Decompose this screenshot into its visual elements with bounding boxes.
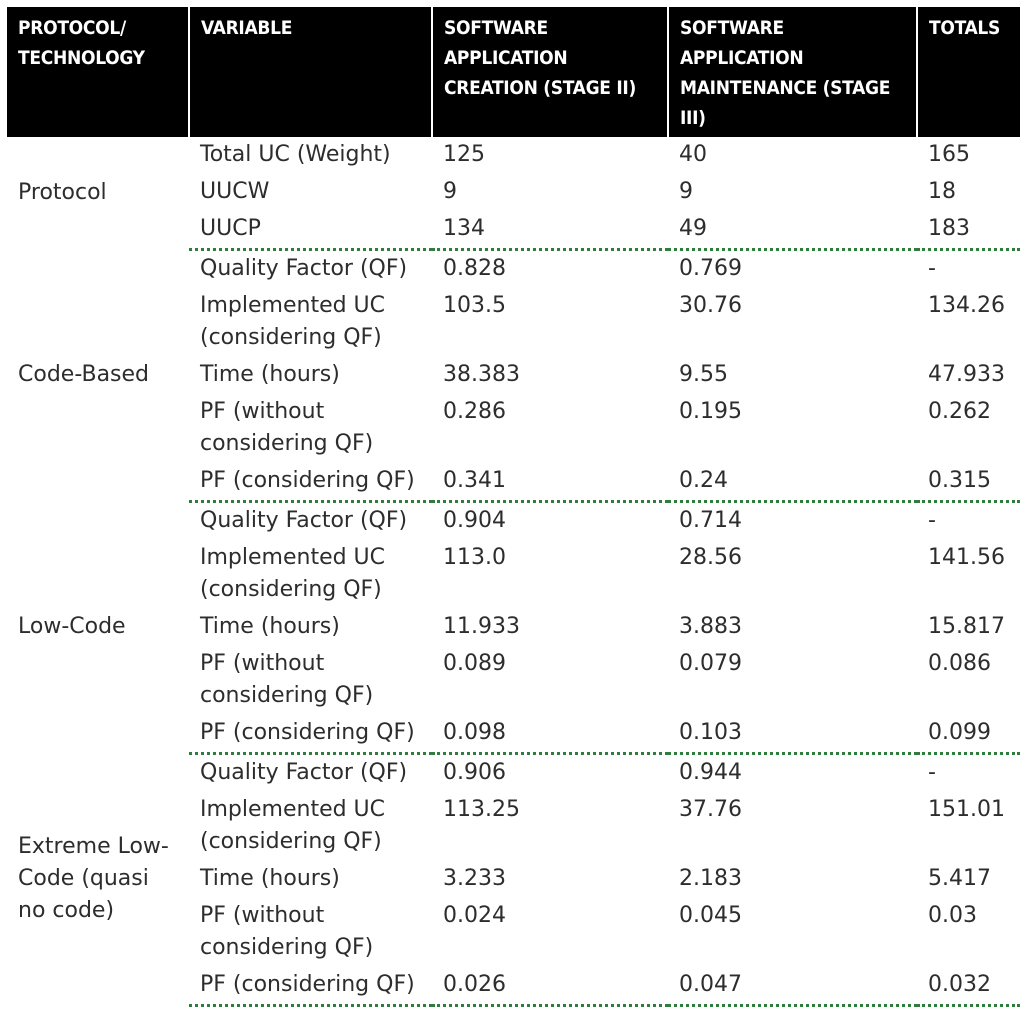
variable-cell: Quality Factor (QF)	[200, 760, 408, 785]
stage-iii-cell: 0.047	[668, 967, 917, 1006]
totals-cell: 183	[917, 211, 1020, 250]
totals-cell: 134.26	[928, 293, 1005, 318]
stage-ii-cell: 0.341	[432, 463, 668, 502]
stage-ii-cell: 9	[443, 179, 457, 204]
variable-cell: PF (without considering QF)	[200, 903, 374, 960]
table-row	[7, 137, 1020, 174]
stage-iii-cell: 0.714	[679, 508, 742, 533]
stage-iii-cell: 9	[679, 179, 693, 204]
stage-iii-cell: 0.045	[679, 903, 742, 928]
stage-ii-cell: 11.933	[443, 614, 520, 639]
variable-cell: Time (hours)	[200, 614, 340, 639]
variable-cell: Implemented UC (considering QF)	[200, 797, 386, 854]
totals-cell: 0.03	[928, 903, 977, 928]
table-row	[7, 502, 1020, 541]
table-header	[7, 7, 1020, 137]
group-label-cell: Extreme Low-Code (quasi no code)	[18, 834, 169, 923]
totals-cell: 18	[928, 179, 956, 204]
variable-cell: UUCP	[189, 211, 432, 250]
totals-cell: 0.099	[917, 715, 1020, 754]
stage-ii-cell: 125	[443, 142, 485, 167]
stage-iii-cell: 0.079	[679, 651, 742, 676]
header-stage-ii: SOFTWARE APPLICATION CREATION (STAGE II)	[432, 7, 668, 137]
results-table	[7, 7, 1020, 1007]
variable-cell: PF (without considering QF)	[200, 399, 374, 456]
stage-iii-cell: 30.76	[679, 293, 742, 318]
stage-iii-cell: 0.769	[679, 256, 742, 281]
group-label-cell: Low-Code	[18, 614, 126, 639]
totals-cell: 0.032	[917, 967, 1020, 1006]
variable-cell: Quality Factor (QF)	[200, 508, 408, 533]
stage-iii-cell: 2.183	[679, 866, 742, 891]
totals-cell: -	[928, 508, 936, 533]
variable-cell: Quality Factor (QF)	[200, 256, 408, 281]
header-row	[7, 7, 1020, 137]
stage-iii-cell: 3.883	[679, 614, 742, 639]
variable-cell: PF (considering QF)	[189, 715, 432, 754]
totals-cell: 141.56	[928, 545, 1005, 570]
totals-cell: 47.933	[928, 362, 1005, 387]
header-protocol-technology: PROTOCOL/ TECHNOLOGY	[7, 7, 189, 137]
table-row	[7, 250, 1020, 289]
stage-ii-cell: 3.233	[443, 866, 506, 891]
variable-cell: PF (considering QF)	[189, 463, 432, 502]
totals-cell: 151.01	[928, 797, 1005, 822]
stage-ii-cell: 0.098	[432, 715, 668, 754]
stage-ii-cell: 0.024	[443, 903, 506, 928]
totals-cell: 0.262	[928, 399, 991, 424]
totals-cell: 15.817	[928, 614, 1005, 639]
totals-cell: 0.086	[928, 651, 991, 676]
stage-ii-cell: 103.5	[443, 293, 506, 318]
totals-cell: 0.315	[917, 463, 1020, 502]
variable-cell: Implemented UC (considering QF)	[200, 293, 386, 350]
stage-iii-cell: 40	[679, 142, 707, 167]
variable-cell: PF (considering QF)	[189, 967, 432, 1006]
table-body	[7, 137, 1020, 1006]
variable-cell: Time (hours)	[200, 866, 340, 891]
table-row	[7, 754, 1020, 793]
stage-iii-cell: 0.103	[668, 715, 917, 754]
totals-cell: 5.417	[928, 866, 991, 891]
stage-iii-cell: 0.195	[679, 399, 742, 424]
stage-iii-cell: 37.76	[679, 797, 742, 822]
totals-cell: -	[928, 256, 936, 281]
group-label-cell: Code-Based	[18, 362, 150, 387]
stage-ii-cell: 0.904	[443, 508, 506, 533]
stage-ii-cell: 0.906	[443, 760, 506, 785]
stage-iii-cell: 49	[668, 211, 917, 250]
stage-ii-cell: 0.286	[443, 399, 506, 424]
variable-cell: UUCW	[200, 179, 270, 204]
stage-ii-cell: 0.828	[443, 256, 506, 281]
stage-ii-cell: 0.026	[432, 967, 668, 1006]
stage-ii-cell: 113.25	[443, 797, 520, 822]
stage-ii-cell: 134	[432, 211, 668, 250]
variable-cell: Total UC (Weight)	[200, 142, 391, 167]
group-label-cell: Protocol	[18, 179, 107, 205]
totals-cell: 165	[928, 142, 970, 167]
totals-cell: -	[928, 760, 936, 785]
variable-cell: Time (hours)	[200, 362, 340, 387]
header-stage-iii: SOFTWARE APPLICATION MAINTENANCE (STAGE III)	[668, 7, 917, 137]
header-totals: TOTALS	[917, 7, 1020, 137]
stage-ii-cell: 0.089	[443, 651, 506, 676]
stage-ii-cell: 113.0	[443, 545, 506, 570]
stage-iii-cell: 28.56	[679, 545, 742, 570]
stage-iii-cell: 0.944	[679, 760, 742, 785]
stage-iii-cell: 9.55	[679, 362, 728, 387]
header-variable: VARIABLE	[189, 7, 432, 137]
variable-cell: Implemented UC (considering QF)	[200, 545, 386, 602]
stage-iii-cell: 0.24	[668, 463, 917, 502]
variable-cell: PF (without considering QF)	[200, 651, 374, 708]
stage-ii-cell: 38.383	[443, 362, 520, 387]
